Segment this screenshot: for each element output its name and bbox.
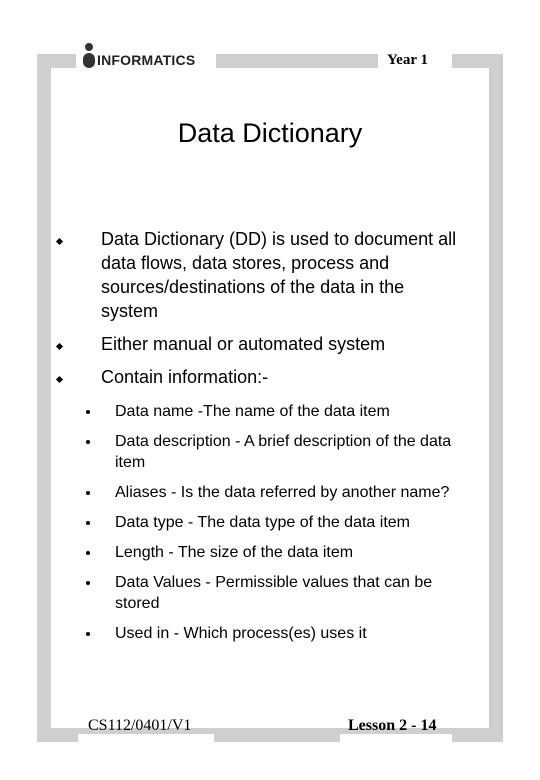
- diamond-bullet-icon: [56, 376, 63, 383]
- bullet-item: [55, 227, 465, 323]
- dot-bullet-icon: [86, 491, 90, 495]
- frame-gap-lesson: [340, 734, 452, 752]
- sub-bullet-item: [84, 431, 465, 473]
- page-title: Data Dictionary: [177, 118, 363, 148]
- bullet-item: [55, 332, 465, 356]
- dot-bullet-icon: [86, 410, 90, 414]
- sub-bullet-text: Data name -The name of the data item: [115, 403, 390, 420]
- informatics-logo: [82, 43, 195, 69]
- dot-bullet-icon: [86, 440, 90, 444]
- bullet-item: [55, 365, 465, 644]
- year-label: Year 1: [387, 52, 428, 68]
- sub-bullet-item: [84, 623, 465, 644]
- sub-bullet-text: Data type - The data type of the data item: [115, 514, 410, 531]
- diamond-bullet-icon: [56, 343, 63, 350]
- lesson-number: Lesson 2 - 14: [348, 717, 437, 734]
- course-code: CS112/0401/V1: [88, 717, 192, 734]
- dot-bullet-icon: [86, 632, 90, 636]
- sub-bullet-text: Used in - Which process(es) uses it: [115, 625, 367, 642]
- bullet-text: Data Dictionary (DD) is used to document all data flows, data stores, process and sources/destinations of the data in the system: [101, 229, 457, 321]
- sub-bullet-item: [84, 512, 465, 533]
- sub-bullet-item: [84, 542, 465, 563]
- bullet-text: Either manual or automated system: [101, 334, 386, 354]
- dot-bullet-icon: [86, 581, 90, 585]
- diamond-bullet-icon: [56, 238, 63, 245]
- logo-text: INFORMATICS: [97, 52, 196, 68]
- bullet-text: Contain information:-: [101, 367, 269, 387]
- sub-bullet-text: Data description - A brief description of the data item: [115, 433, 452, 471]
- sub-bullet-text: Length - The size of the data item: [115, 544, 354, 561]
- sub-bullet-item: [84, 572, 465, 614]
- sub-bullet-item: [84, 482, 465, 503]
- dot-bullet-icon: [86, 521, 90, 525]
- frame-gap-code: [78, 734, 214, 752]
- sub-bullet-item: [84, 401, 465, 422]
- sub-bullet-list: [84, 401, 465, 644]
- sub-bullet-text: Data Values - Permissible values that can be stored: [115, 574, 433, 612]
- main-bullet-list: [55, 227, 465, 644]
- dot-bullet-icon: [86, 551, 90, 555]
- person-icon: [82, 43, 96, 69]
- sub-bullet-text: Aliases - Is the data referred by another name?: [115, 484, 450, 501]
